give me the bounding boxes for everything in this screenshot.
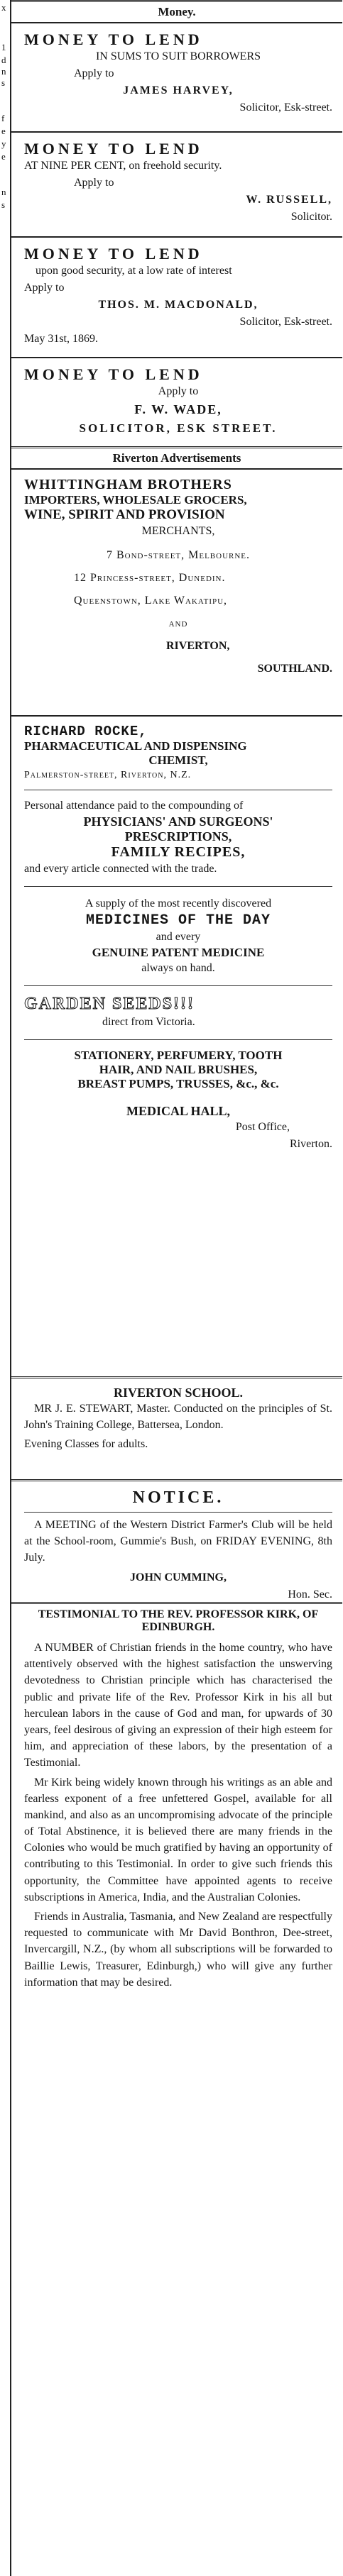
ad-text: A MEETING of the Western District Farmer's Club will be held at the School-room, Gummie's Bush, on FRIDAY EVENING, 8th July.: [24, 1519, 332, 1564]
ad-text: MEDICINES OF THE DAY: [85, 912, 271, 929]
ad-text: A supply of the most recently discovered: [85, 897, 272, 910]
ad-apply: Apply to: [24, 282, 65, 294]
ad-title: SOLICITOR, ESK STREET.: [79, 421, 278, 436]
ad-text: Mr Kirk being widely known through his writings as an able and fearless exponent of a free unfettered Gospel, available for all mankind, and also as an uncompromising advocate of the principle of Total Abstinence, it is believed there are many friends in the Colonies who would be much gratified by having an opportunity of contributing to this Testimonial. In order to give such friends this opportunity, the Committee have appointed agents to receive subscriptions in America, India, and the Australian Colonies.: [24, 1776, 332, 1903]
ad-notice: [11, 1481, 342, 1602]
gutter-char: x: [1, 2, 6, 13]
gutter-char: n: [1, 66, 6, 77]
divider: [24, 1039, 332, 1040]
ad-address: Palmerston-street, Riverton, N.Z.: [24, 770, 192, 780]
ad-text: always on hand.: [141, 962, 215, 974]
ad-address: 12 Princess-street, Dunedin.: [74, 572, 226, 584]
ad-headline: MONEY TO LEND: [24, 365, 203, 383]
ad-title: Solicitor, Esk-street.: [239, 101, 332, 114]
ad-role: Hon. Sec.: [288, 1588, 332, 1601]
ad-name: THOS. M. MACDONALD,: [98, 299, 258, 311]
ad-text: Riverton.: [290, 1138, 332, 1150]
ad-text: HAIR, AND NAIL BRUSHES,: [99, 1063, 258, 1076]
gutter-char: n: [1, 187, 6, 197]
ad-headline: MONEY TO LEND: [24, 31, 203, 48]
ad-line: IMPORTERS, WHOLESALE GROCERS,: [24, 493, 247, 507]
ad-line: IN SUMS TO SUIT BORROWERS: [95, 50, 261, 63]
ad-text: A NUMBER of Christian friends in the home country, who have attentively observed with the highest satisfaction the unswerving devotedness to Christian principle which has characterised the public and private life of the Rev. Professor Kirk in his all but herculean labors in the cause of God and man, for upwards of 30 years, feel desirous of giving an expression of their high esteem for him, and appreciation of these labors, by the presentation of a Testimonial.: [24, 1642, 332, 1769]
ad-headline: RICHARD ROCKE,: [24, 724, 148, 739]
gutter-char: y: [1, 138, 6, 149]
ad-text: FAMILY RECIPES,: [111, 844, 246, 860]
gutter-char: 1: [1, 42, 6, 52]
ad-headline: MONEY TO LEND: [24, 245, 203, 262]
ad-and: and: [168, 617, 188, 629]
ad-text: direct from Victoria.: [102, 1016, 195, 1028]
ad-apply: Apply to: [74, 67, 114, 80]
ad-headline: WHITTINGHAM BROTHERS: [24, 477, 232, 492]
ad-address: 7 Bond-street, Melbourne.: [106, 549, 251, 561]
ad-text: and every article connected with the trade.: [24, 863, 217, 875]
divider: [24, 985, 332, 986]
ad-text: Friends in Australia, Tasmania, and New Zealand are respectfully requested to communicate with Mr David Bonthron, Dee-street, Invercargill, N.Z., (by whom all subscriptions will be forwarded to Baillie Lewis, Treasurer, Edinburgh,) who will give any further information that may be desired.: [24, 1911, 332, 1989]
ad-name: JAMES HARVEY,: [123, 84, 234, 97]
ad-line: upon good security, at a low rate of interest: [36, 265, 232, 277]
newspaper-column: [10, 0, 342, 2576]
ad-rocke: [11, 717, 342, 1376]
section-heading-money: Money.: [158, 5, 196, 18]
ad-harvey: [11, 23, 342, 131]
ad-text: and every: [156, 931, 201, 943]
ad-address: Queenstown, Lake Wakatipu,: [74, 595, 228, 607]
section-heading-riverton: Riverton Advertisements: [112, 451, 241, 465]
divider: [24, 1512, 332, 1513]
ad-headline: TESTIMONIAL TO THE REV. PROFESSOR KIRK, OF EDINBURGH.: [38, 1608, 319, 1633]
ad-name: JOHN CUMMING,: [130, 1571, 227, 1583]
ad-text: Evening Classes for adults.: [24, 1438, 148, 1451]
gutter-char: d: [1, 55, 6, 65]
gutter-char: f: [1, 113, 5, 123]
ad-macdonald: [11, 238, 342, 357]
ad-text: PHYSICIANS' AND SURGEONS': [83, 814, 273, 829]
ad-name: F. W. WADE,: [134, 402, 222, 417]
gutter-fragments: [0, 0, 10, 298]
ad-line: WINE, SPIRIT AND PROVISION: [24, 507, 225, 522]
ad-title: Solicitor.: [290, 211, 332, 223]
ad-text: PRESCRIPTIONS,: [124, 829, 232, 844]
ad-text: GENUINE PATENT MEDICINE: [92, 946, 265, 959]
gutter-char: s: [1, 77, 6, 88]
ad-text: STATIONERY, PERFUMERY, TOOTH: [74, 1049, 283, 1062]
ad-wade: [11, 358, 342, 446]
divider: [24, 886, 332, 887]
ad-line: CHEMIST,: [148, 753, 208, 767]
ad-text: Post Office,: [235, 1121, 290, 1133]
ad-line: AT NINE PER CENT, on freehold security.: [24, 160, 222, 172]
ad-headline: RIVERTON SCHOOL.: [113, 1386, 244, 1400]
gutter-char: e: [1, 126, 6, 136]
ad-line: MERCHANTS,: [141, 525, 215, 537]
ad-headline: NOTICE.: [132, 1488, 224, 1507]
ad-address: SOUTHLAND.: [257, 663, 332, 675]
ad-russell: [11, 133, 342, 236]
ad-date: May 31st, 1869.: [24, 333, 98, 346]
ad-apply: Apply to: [74, 177, 114, 189]
ad-title: Solicitor, Esk-street.: [239, 316, 332, 328]
ad-testimonial: [11, 1604, 342, 2001]
ad-line: PHARMACEUTICAL AND DISPENSING: [24, 739, 247, 753]
ad-school: [11, 1378, 342, 1479]
ad-apply: Apply to: [158, 385, 199, 398]
ad-whittingham: [11, 470, 342, 715]
ad-text: MEDICAL HALL,: [126, 1104, 231, 1118]
ad-text: GARDEN SEEDS!!!: [24, 995, 195, 1013]
ad-headline: MONEY TO LEND: [24, 140, 203, 157]
ad-text: Personal attendance paid to the compounding of: [24, 800, 244, 812]
ad-address: RIVERTON,: [166, 640, 230, 652]
gutter-char: s: [1, 199, 6, 210]
ad-text: BREAST PUMPS, TRUSSES, &c., &c.: [77, 1077, 279, 1090]
ad-text: MR J. E. STEWART, Master. Conducted on the principles of St. John's Training College, Battersea, London.: [24, 1403, 332, 1432]
ad-name: W. RUSSELL,: [246, 194, 332, 206]
gutter-char: e: [1, 151, 6, 162]
